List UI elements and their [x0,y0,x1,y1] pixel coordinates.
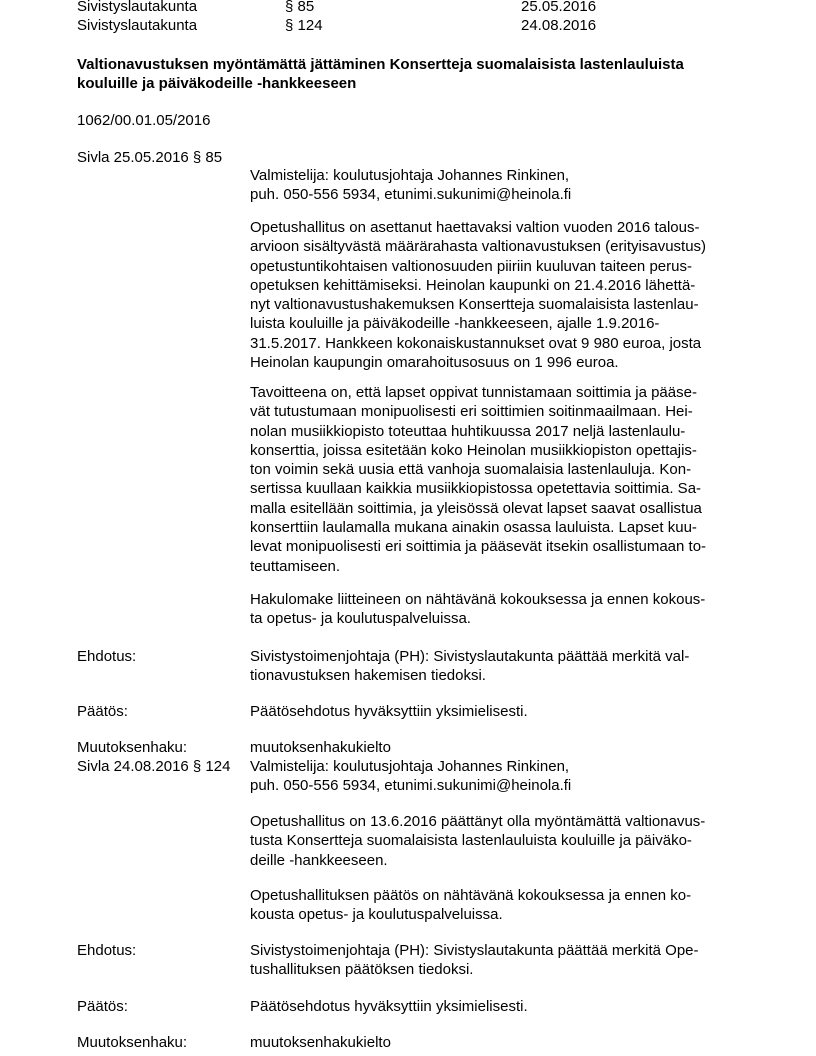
paragraph-line: nolan musiikkiopisto toteuttaa huhtikuussa 2017 neljä lastenlaulu- [250,422,686,440]
paragraph-line: tusta Konsertteja suomalaisista lastenlauluista kouluille ja päiväko- [250,832,692,850]
meeting1-paragraph-3 [250,590,705,629]
paragraph-line: 31.5.2017. Hankkeen kokonaiskustannukset ovat 9 980 euroa, josta [250,334,702,352]
paragraph-line: Hakulomake liitteineen on nähtävänä kokouksessa ja ennen kokous- [250,591,706,608]
preparer-line: puh. 050-556 5934, etunimi.sukunimi@heinola.fi [250,186,572,204]
paragraph-line: Opetushallitus on asettanut haettavaksi valtion vuoden 2016 talous- [250,219,700,236]
header-section: § 124 [285,17,323,34]
paragraph-line: Heinolan kaupungin omarahoitusosuus on 1 996 euroa. [250,354,619,372]
paragraph-line: konserttia, joissa esitetään koko Heinolan musiikkiopiston opettajis- [250,441,697,459]
meeting1-decision: Päätösehdotus hyväksyttiin yksimielisesti. [250,703,528,720]
paragraph-line: Opetushallituksen päätös on nähtävänä kokouksessa ja ennen ko- [250,887,692,904]
paragraph-line: vät tutustumaan monipuolisesti eri soittimien soitinmaailmaan. Hei- [250,403,693,421]
paragraph-line: opetuksen kehittämiseksi. Heinolan kaupunki on 21.4.2016 lähettä- [250,276,696,294]
meeting2-decision-label: Päätös: [77,998,128,1015]
paragraph-line: kousta opetus- ja koulutuspalveluissa. [250,906,503,924]
paragraph-line: deille -hankkeeseen. [250,851,388,869]
paragraph-line: teuttamiseen. [250,557,341,575]
meeting2-appeal-label: Muutoksenhaku: [77,1034,188,1051]
meeting1-paragraph-1 [250,218,706,372]
title-line: kouluille ja päiväkodeille -hankkeeseen [77,75,357,92]
document-title [77,55,757,93]
meeting1-appeal: muutoksenhakukielto [250,739,391,756]
meeting2-paragraph-2 [250,886,691,925]
paragraph-line: levat monipuolisesti eri soittimia ja pääsevät itsekin osallistumaan to- [250,538,707,556]
preparer-line: Valmistelija: koulutusjohtaja Johannes Rinkinen, [250,758,570,775]
paragraph-line: ton voimin sekä uusia että vanhoja suomalaisia lastenlauluja. Kon- [250,461,692,479]
preparer-line: puh. 050-556 5934, etunimi.sukunimi@heinola.fi [250,777,572,795]
paragraph-line: arvioon sisältyvästä määrärahasta valtionavustuksen (erityisavustus) [250,238,707,256]
paragraph-line: sertissa kuullaan kaikkia musiikkiopistossa opetettavia soittimia. Sa- [250,480,702,498]
header-body: Sivistyslautakunta [77,0,198,15]
meeting2-ref: Sivla 24.08.2016 § 124 [77,758,231,775]
paragraph-line: konserttiin laulamalla mukana ainakin osassa lauluista. Lapset kuu- [250,519,697,537]
meeting1-ref: Sivla 25.05.2016 § 85 [77,149,223,166]
proposal-line: tushallituksen päätöksen tiedoksi. [250,961,474,979]
header-date: 24.08.2016 [521,17,597,34]
meeting1-preparer [250,166,571,205]
paragraph-line: Tavoitteena on, että lapset oppivat tunnistamaan soittimia ja pääse- [250,384,697,401]
header-body: Sivistyslautakunta [77,17,198,34]
record-number: 1062/00.01.05/2016 [77,112,211,129]
title-line: Valtionavustuksen myöntämättä jättäminen Konsertteja suomalaisista lastenlauluista [77,56,684,73]
meeting2-appeal: muutoksenhakukielto [250,1034,391,1051]
paragraph-line: opetustuntikohtaisen valtionosuuden piiriin kuuluvan taiteen perus- [250,257,692,275]
meeting2-decision: Päätösehdotus hyväksyttiin yksimielisesti. [250,998,528,1015]
meeting2-paragraph-1 [250,812,705,870]
meeting1-paragraph-2 [250,383,706,576]
paragraph-line: ta opetus- ja koulutuspalveluissa. [250,610,471,628]
proposal-line: tionavustuksen hakemisen tiedoksi. [250,667,486,685]
meeting1-proposal [250,647,689,686]
paragraph-line: malla esitellään soittimia, ja yleisössä olevat lapset saavat osallistua [250,499,702,517]
header-section: § 85 [285,0,315,15]
meeting2-proposal [250,941,699,980]
meeting1-appeal-label: Muutoksenhaku: [77,739,188,756]
header-date: 25.05.2016 [521,0,597,15]
meeting1-decision-label: Päätös: [77,703,128,720]
paragraph-line: luista kouluille ja päiväkodeille -hankkeeseen, ajalle 1.9.2016- [250,315,660,333]
proposal-line: Sivistystoimenjohtaja (PH): Sivistyslautakunta päättää merkitä Ope- [250,942,699,959]
proposal-line: Sivistystoimenjohtaja (PH): Sivistyslautakunta päättää merkitä val- [250,648,690,665]
meeting1-proposal-label: Ehdotus: [77,648,137,665]
paragraph-line: Opetushallitus on 13.6.2016 päättänyt olla myöntämättä valtionavus- [250,813,706,830]
paragraph-line: nyt valtionavustushakemuksen Konsertteja suomalaisista lastenlau- [250,296,699,314]
meeting2-proposal-label: Ehdotus: [77,942,137,959]
meeting2-preparer [250,757,571,796]
preparer-line: Valmistelija: koulutusjohtaja Johannes Rinkinen, [250,167,570,184]
